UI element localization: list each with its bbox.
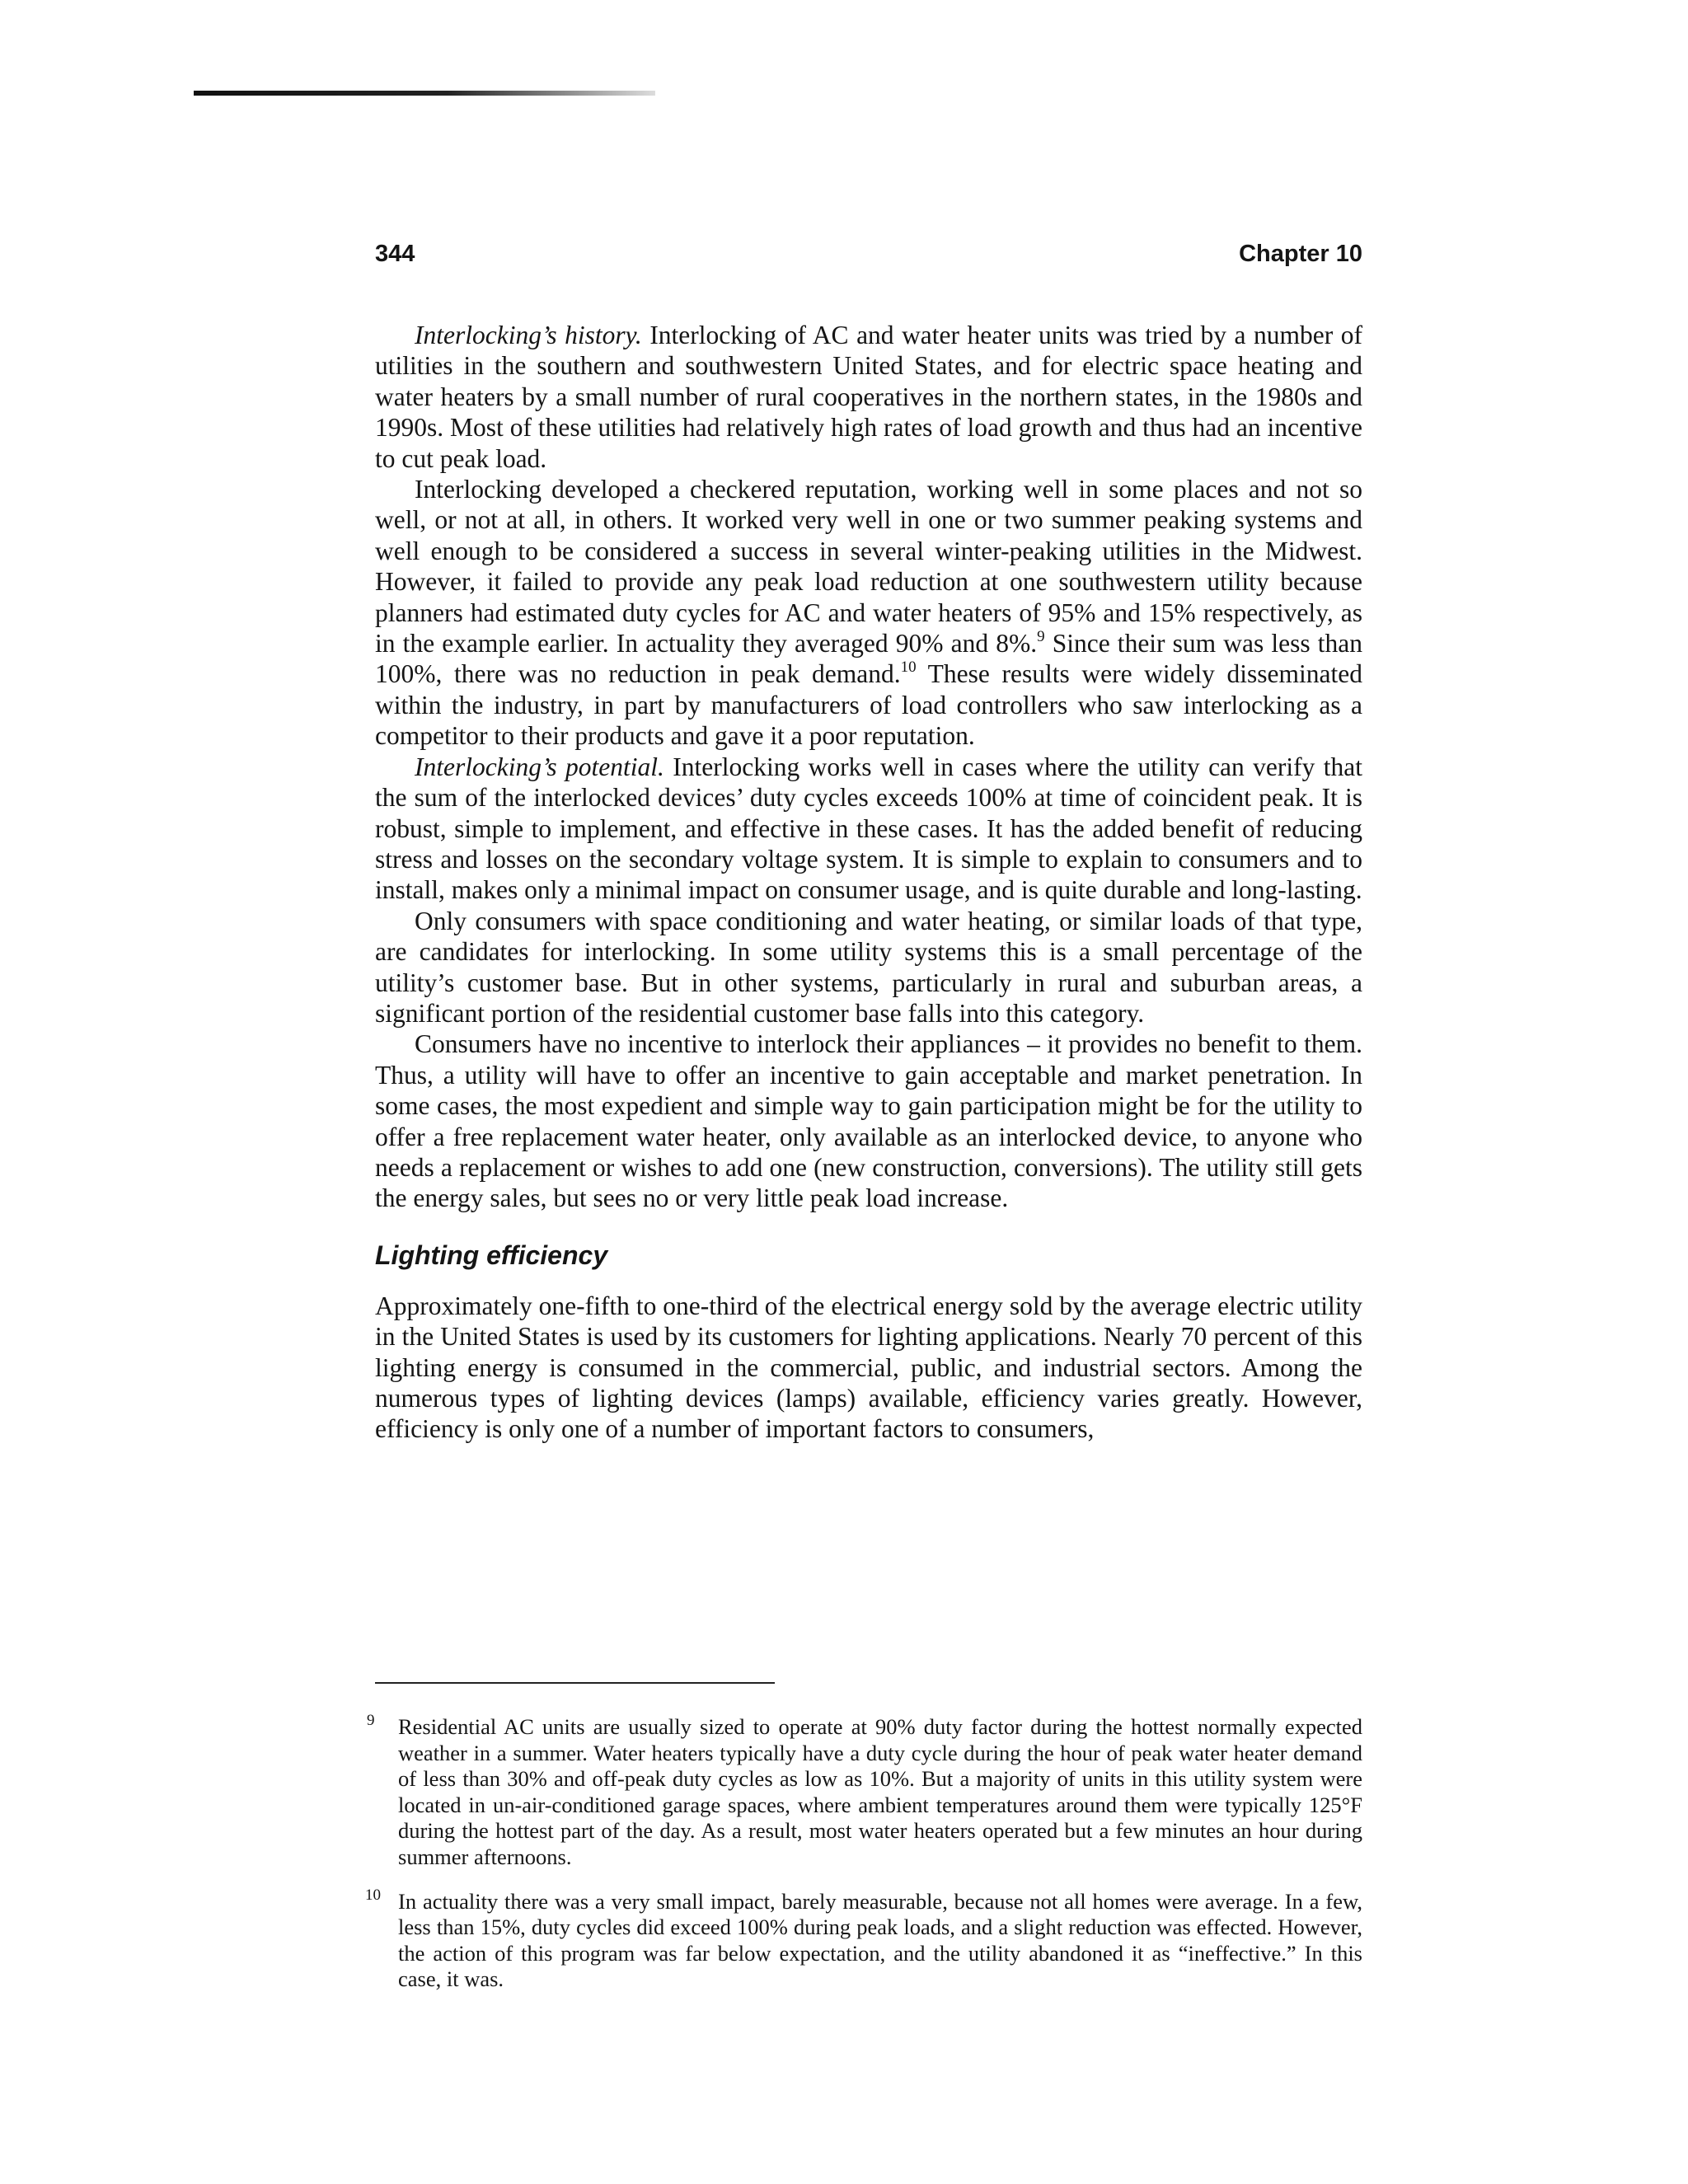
footnote-text: Residential AC units are usually sized to operate at 90% duty factor during the hottest normally expected weather in a summer. Water heaters typically have a duty cycle during the hour of peak water heater demand of less than 30% and off-peak duty cycles as low as 10%. But a majority of units in this utility system were located in un-air-conditioned garage spaces, where ambient temperatures around them were typically 125°F during the hottest part of the day. As a result, most water heaters operated but a few minutes an hour during summer afternoons. (398, 1714, 1362, 1869)
paragraph-checkered-reputation (375, 474, 1362, 752)
page-header (375, 241, 1362, 282)
scan-edge-rule (194, 91, 655, 96)
paragraph-lighting: Approximately one-fifth to one-third of the electrical energy sold by the average electric utility in the United States is used by its customers for lighting applications. Nearly 70 percent of this lighting energy is consumed in the commercial, public, and industrial sectors. Among the numerous types of lighting devices (lamps) available, efficiency varies greatly. However, efficiency is only one of a number of important factors to consumers, (375, 1291, 1362, 1444)
footnote-mark: 9 (367, 1712, 375, 1729)
body-text (375, 320, 1362, 1445)
paragraph-interlocking-history (375, 320, 1362, 474)
paragraph-lead-in: Interlocking’s history. (415, 321, 642, 349)
paragraph-text: Interlocking of AC and water heater units was tried by a number of utilities in the southern and southwestern United States, and for electric space heating and water heaters by a small number of rural cooperatives in the northern states, in the 1980s and 1990s. Most of these utilities had relatively high rates of load growth and thus had an incentive to cut peak load. (375, 321, 1362, 473)
footnote-10 (365, 1886, 1362, 1993)
footnote-text: In actuality there was a very small impact, barely measurable, because not all homes were average. In a few, less than 15%, duty cycles did exceed 100% during peak loads, and a slight reduction was effected. However, the action of this program was far below expectation, and the utility abandoned it as “ineffective.” In this case, it was. (398, 1888, 1362, 1992)
footnote-reference[interactable]: 9 (1037, 628, 1045, 646)
paragraph-interlocking-potential (375, 752, 1362, 906)
paragraph-lead-in: Interlocking’s potential. (415, 752, 664, 781)
paragraph-candidates: Only consumers with space conditioning and water heating, or similar loads of that type, are candidates for interlocking. In some utility systems this is a small percentage of the utility’s customer base. But in other systems, particularly in rural and suburban areas, a significant portion of the residential customer base falls into this category. (375, 906, 1362, 1028)
chapter-label: Chapter 10 (1239, 241, 1362, 267)
footnote-divider (375, 1682, 775, 1684)
paragraph-text: Interlocking works well in cases where the utility can verify that the sum of the interlocked devices’ duty cycles exceeds 100% at time of coincident peak. It is robust, simple to implement, and effective in these cases. It has the added benefit of reducing stress and losses on the secondary voltage system. It is simple to explain to consumers and to install, makes only a minimal impact on consumer usage, and is quite durable and long-lasting. (375, 752, 1362, 905)
section-heading: Lighting efficiency (375, 1240, 608, 1270)
footnotes (365, 1712, 1362, 2011)
paragraph-text: Interlocking developed a checkered reputation, working well in some places and not so well, or not at all, in others. It worked very well in one or two summer peaking systems and well enough to be considered a success in several winter-peaking utilities in the Midwest. However, it failed to provide any peak load reduction at one southwestern utility because planners had estimated duty cycles for AC and water heaters of 95% and 15% respectively, as in the example earlier. In actuality they averaged 90% and 8%. (375, 475, 1362, 658)
footnote-reference[interactable]: 10 (900, 658, 917, 677)
paragraph-text: Since their sum was less than 100%, there was no reduction in peak demand. (375, 629, 1362, 689)
page-number: 344 (375, 241, 415, 267)
paragraph-text: These results were widely disseminated within the industry, in part by manufacturers of load controllers who saw interlocking as a competitor to their products and gave it a poor reputation. (375, 659, 1362, 751)
paragraph-incentive: Consumers have no incentive to interlock their appliances – it provides no benefit to them. Thus, a utility will have to offer an incentive to gain acceptable and market penetration. In some cases, the most expedient and simple way to gain participation might be for the utility to offer a free replacement water heater, only available as an interlocked device, to anyone who needs a replacement or wishes to add one (new construction, conversions). The utility still gets the energy sales, but sees no or very little peak load increase. (375, 1029, 1362, 1213)
footnote-mark: 10 (365, 1886, 381, 1904)
footnote-9 (367, 1712, 1362, 1871)
